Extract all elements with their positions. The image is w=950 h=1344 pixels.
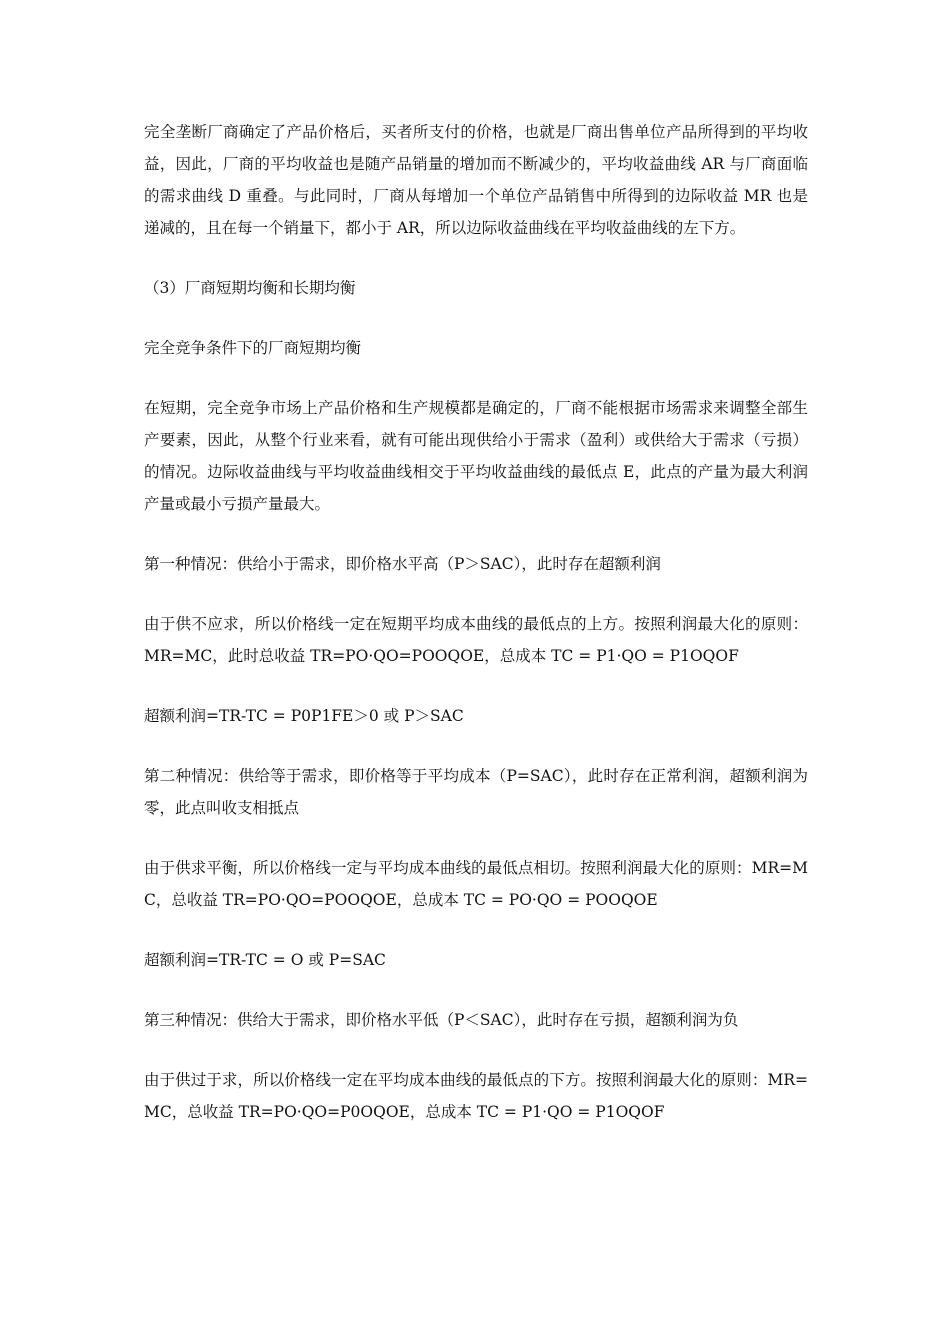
case-two-heading: 第二种情况：供给等于需求，即价格等于平均成本（P=SAC），此时存在正常利润，超额利润为零，此点叫收支相抵点 bbox=[144, 767, 808, 817]
case-one-heading: 第一种情况：供给小于需求，即价格水平高（P＞SAC），此时存在超额利润 bbox=[144, 555, 661, 573]
case-two-explanation: 由于供求平衡，所以价格线一定与平均成本曲线的最低点相切。按照利润最大化的原则：MR=MC，总收益 TR=PO·QO=POOQOE，总成本 TC = PO·QO = POOQOE bbox=[144, 859, 808, 909]
case-one-profit-formula: 超额利润=TR-TC = P0P1FE＞0 或 P＞SAC bbox=[144, 707, 464, 725]
paragraph-short-run-intro: 在短期，完全竞争市场上产品价格和生产规模都是确定的，厂商不能根据市场需求来调整全部生产要素，因此，从整个行业来看，就有可能出现供给小于需求（盈利）或供给大于需求（亏损）的情况。边际收益曲线与平均收益曲线相交于平均收益曲线的最低点 E，此点的产量为最大利润产量或最小亏损产量最大。 bbox=[144, 399, 808, 513]
subheading-short-run-equilibrium: 完全竞争条件下的厂商短期均衡 bbox=[144, 339, 362, 357]
case-three-heading: 第三种情况：供给大于需求，即价格水平低（P＜SAC），此时存在亏损，超额利润为负 bbox=[144, 1011, 739, 1029]
section-heading-equilibrium: （3）厂商短期均衡和长期均衡 bbox=[144, 279, 356, 297]
case-one-explanation: 由于供不应求，所以价格线一定在短期平均成本曲线的最低点的上方。按照利润最大化的原则：MR=MC，此时总收益 TR=PO·QO=POOQOE，总成本 TC = P1·QO = P1OQOF bbox=[144, 615, 808, 665]
document-body bbox=[144, 116, 808, 1156]
case-three-explanation: 由于供过于求，所以价格线一定在平均成本曲线的最低点的下方。按照利润最大化的原则：MR=MC，总收益 TR=PO·QO=P0OQOE，总成本 TC = P1·QO = P1OQOF bbox=[144, 1071, 808, 1121]
case-two-profit-formula: 超额利润=TR-TC = O 或 P=SAC bbox=[144, 951, 386, 969]
paragraph-monopoly-revenue: 完全垄断厂商确定了产品价格后，买者所支付的价格，也就是厂商出售单位产品所得到的平均收益，因此，厂商的平均收益也是随产品销量的增加而不断减少的，平均收益曲线 AR 与厂商面临的需求曲线 D 重叠。与此同时，厂商从每增加一个单位产品销售中所得到的边际收益 MR 也是递减的，且在每一个销量下，都小于 AR，所以边际收益曲线在平均收益曲线的左下方。 bbox=[144, 123, 808, 237]
